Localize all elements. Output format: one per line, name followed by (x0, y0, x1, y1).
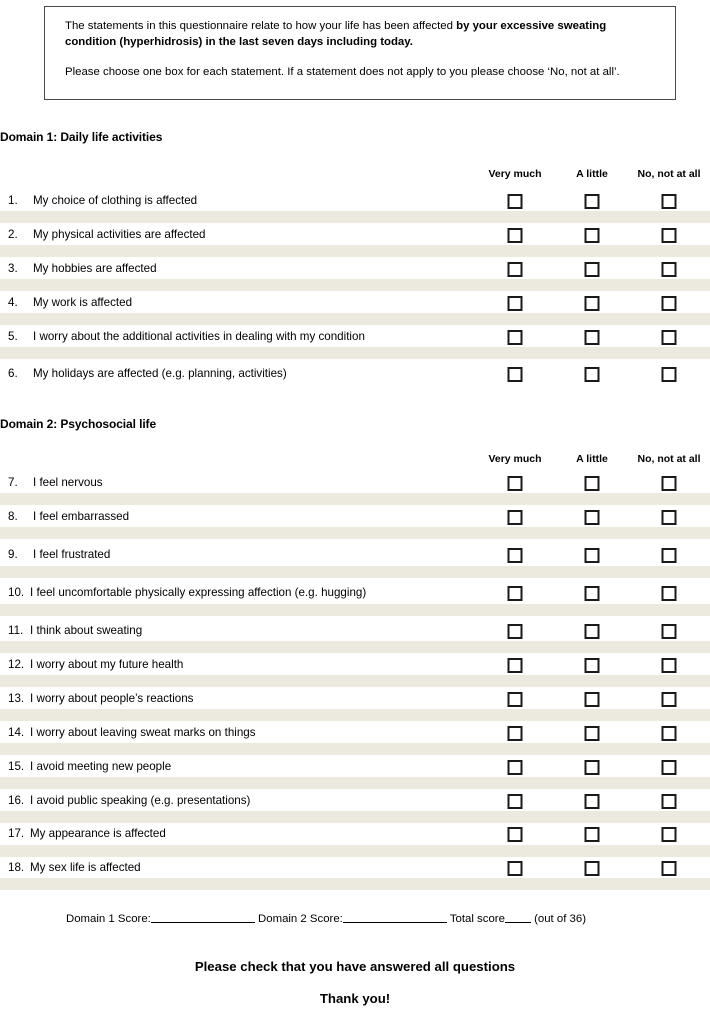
checkbox-no-not-at-all[interactable] (662, 586, 677, 601)
row-separator-stripe (0, 347, 710, 359)
table-row (0, 225, 710, 245)
checkbox-very-much[interactable] (508, 760, 523, 775)
checkbox-a-little[interactable] (585, 726, 600, 741)
instructions-text-bold: by your excessive sweating condition (hyperhidrosis) in the last seven days including today. (65, 20, 607, 48)
row-separator-stripe (0, 313, 710, 325)
question-text: I feel uncomfortable physically expressing affection (e.g. hugging) (30, 586, 367, 599)
instructions-box (44, 6, 676, 100)
checkbox-very-much[interactable] (508, 548, 523, 563)
table-row (0, 757, 710, 777)
row-separator-stripe (0, 527, 710, 539)
question-number: 8. (8, 510, 18, 523)
checkbox-very-much[interactable] (508, 586, 523, 601)
instructions-inner (45, 7, 675, 81)
row-separator-stripe (0, 811, 710, 823)
question-number: 6. (8, 367, 18, 380)
checkbox-a-little[interactable] (585, 658, 600, 673)
row-separator-stripe (0, 743, 710, 755)
question-text: I feel embarrassed (33, 510, 130, 523)
checkbox-very-much[interactable] (508, 692, 523, 707)
instructions-paragraph-2: Please choose one box for each statement. If a statement does not apply to you please choose ‘No, not at all’. (65, 66, 620, 78)
row-separator-stripe (0, 878, 710, 890)
checkbox-no-not-at-all[interactable] (662, 794, 677, 809)
checkbox-a-little[interactable] (585, 262, 600, 277)
table-row (0, 655, 710, 675)
checkbox-no-not-at-all[interactable] (662, 228, 677, 243)
column-header-very-much: Very much (488, 168, 542, 180)
question-number: 1. (8, 194, 18, 207)
checkbox-a-little[interactable] (585, 586, 600, 601)
table-row (0, 327, 710, 347)
row-separator-stripe (0, 845, 710, 857)
question-number: 15. (8, 760, 25, 773)
checkbox-no-not-at-all[interactable] (662, 330, 677, 345)
checkbox-very-much[interactable] (508, 658, 523, 673)
checkbox-very-much[interactable] (508, 827, 523, 842)
checkbox-very-much[interactable] (508, 861, 523, 876)
row-separator-stripe (0, 709, 710, 721)
column-header-no-not-at-all: No, not at all (637, 168, 701, 180)
checkbox-very-much[interactable] (508, 330, 523, 345)
closing-check-message: Please check that you have answered all questions (194, 959, 516, 974)
question-number: 10. (8, 586, 25, 599)
total-score-blank[interactable] (505, 911, 531, 923)
question-number: 17. (8, 827, 25, 840)
table-row (0, 824, 710, 844)
checkbox-a-little[interactable] (585, 330, 600, 345)
question-text: I avoid meeting new people (30, 760, 172, 773)
instructions-paragraph-1 (65, 19, 659, 50)
question-text: I think about sweating (30, 624, 143, 637)
checkbox-very-much[interactable] (508, 367, 523, 382)
question-text: My hobbies are affected (33, 262, 157, 275)
column-header-very-much: Very much (488, 453, 542, 465)
question-number: 12. (8, 658, 25, 671)
checkbox-very-much[interactable] (508, 194, 523, 209)
checkbox-a-little[interactable] (585, 476, 600, 491)
question-number: 14. (8, 726, 25, 739)
table-row (0, 723, 710, 743)
question-text: My physical activities are affected (33, 228, 206, 241)
question-number: 4. (8, 296, 18, 309)
question-text: My work is affected (33, 296, 133, 309)
table-row (0, 473, 710, 493)
question-number: 5. (8, 330, 18, 343)
question-text: My sex life is affected (30, 861, 141, 874)
question-text: My holidays are affected (e.g. planning, activities) (33, 367, 287, 380)
table-row (0, 191, 710, 211)
domain2-score-blank[interactable] (343, 911, 447, 923)
checkbox-no-not-at-all[interactable] (662, 760, 677, 775)
checkbox-no-not-at-all[interactable] (662, 367, 677, 382)
table-row (0, 364, 710, 384)
row-separator-stripe (0, 493, 710, 505)
table-row (0, 293, 710, 313)
row-separator-stripe (0, 566, 710, 578)
checkbox-no-not-at-all[interactable] (662, 510, 677, 525)
checkbox-a-little[interactable] (585, 692, 600, 707)
table-row (0, 507, 710, 527)
checkbox-a-little[interactable] (585, 367, 600, 382)
checkbox-no-not-at-all[interactable] (662, 692, 677, 707)
question-text: I avoid public speaking (e.g. presentations) (30, 794, 251, 807)
domain2-title: Domain 2: Psychosocial life (0, 417, 157, 431)
checkbox-no-not-at-all[interactable] (662, 861, 677, 876)
question-number: 13. (8, 692, 25, 705)
question-number: 7. (8, 476, 18, 489)
column-header-a-little: A little (576, 453, 608, 465)
row-separator-stripe (0, 211, 710, 223)
question-number: 3. (8, 262, 18, 275)
checkbox-a-little[interactable] (585, 228, 600, 243)
column-header-no-not-at-all: No, not at all (637, 453, 701, 465)
checkbox-a-little[interactable] (585, 624, 600, 639)
checkbox-no-not-at-all[interactable] (662, 476, 677, 491)
row-separator-stripe (0, 675, 710, 687)
checkbox-no-not-at-all[interactable] (662, 624, 677, 639)
table-row (0, 545, 710, 565)
row-separator-stripe (0, 604, 710, 616)
domain1-score-label: Domain 1 Score: (66, 913, 151, 925)
domain1-title: Domain 1: Daily life activities (0, 130, 163, 144)
checkbox-very-much[interactable] (508, 262, 523, 277)
checkbox-a-little[interactable] (585, 296, 600, 311)
checkbox-a-little[interactable] (585, 827, 600, 842)
question-number: 18. (8, 861, 25, 874)
checkbox-very-much[interactable] (508, 476, 523, 491)
question-text: I worry about the additional activities in dealing with my condition (33, 330, 365, 343)
checkbox-no-not-at-all[interactable] (662, 726, 677, 741)
checkbox-no-not-at-all[interactable] (662, 658, 677, 673)
out-of-label: (out of 36) (534, 913, 586, 925)
domain2-score-label: Domain 2 Score: (258, 913, 343, 925)
table-row (0, 689, 710, 709)
checkbox-a-little[interactable] (585, 510, 600, 525)
question-text: I worry about my future health (30, 658, 184, 671)
checkbox-very-much[interactable] (508, 624, 523, 639)
question-number: 2. (8, 228, 18, 241)
checkbox-very-much[interactable] (508, 794, 523, 809)
checkbox-no-not-at-all[interactable] (662, 262, 677, 277)
checkbox-very-much[interactable] (508, 726, 523, 741)
question-number: 9. (8, 548, 18, 561)
closing-thank-you: Thank you! (319, 991, 391, 1006)
row-separator-stripe (0, 279, 710, 291)
domain1-score-blank[interactable] (151, 911, 255, 923)
question-number: 16. (8, 794, 25, 807)
table-row (0, 858, 710, 878)
checkbox-no-not-at-all[interactable] (662, 194, 677, 209)
table-row (0, 621, 710, 641)
checkbox-very-much[interactable] (508, 296, 523, 311)
checkbox-a-little[interactable] (585, 794, 600, 809)
total-score-label: Total score (449, 913, 505, 925)
domain2-column-headers (0, 453, 710, 467)
checkbox-very-much[interactable] (508, 228, 523, 243)
checkbox-a-little[interactable] (585, 548, 600, 563)
question-text: I feel frustrated (33, 548, 111, 561)
score-line (66, 911, 586, 925)
question-text: I worry about leaving sweat marks on things (30, 726, 256, 739)
checkbox-no-not-at-all[interactable] (662, 296, 677, 311)
checkbox-very-much[interactable] (508, 510, 523, 525)
table-row (0, 583, 710, 603)
question-text: My choice of clothing is affected (33, 194, 198, 207)
table-row (0, 259, 710, 279)
table-row (0, 791, 710, 811)
question-text: My appearance is affected (30, 827, 166, 840)
domain1-column-headers (0, 168, 710, 182)
checkbox-no-not-at-all[interactable] (662, 548, 677, 563)
column-header-a-little: A little (576, 168, 608, 180)
checkbox-a-little[interactable] (585, 194, 600, 209)
checkbox-no-not-at-all[interactable] (662, 827, 677, 842)
checkbox-a-little[interactable] (585, 861, 600, 876)
question-text: I feel nervous (33, 476, 103, 489)
question-text: I worry about people’s reactions (30, 692, 194, 705)
checkbox-a-little[interactable] (585, 760, 600, 775)
row-separator-stripe (0, 777, 710, 789)
row-separator-stripe (0, 641, 710, 653)
instructions-text-plain: The statements in this questionnaire relate to how your life has been affected (65, 20, 457, 32)
question-number: 11. (8, 624, 24, 637)
row-separator-stripe (0, 245, 710, 257)
